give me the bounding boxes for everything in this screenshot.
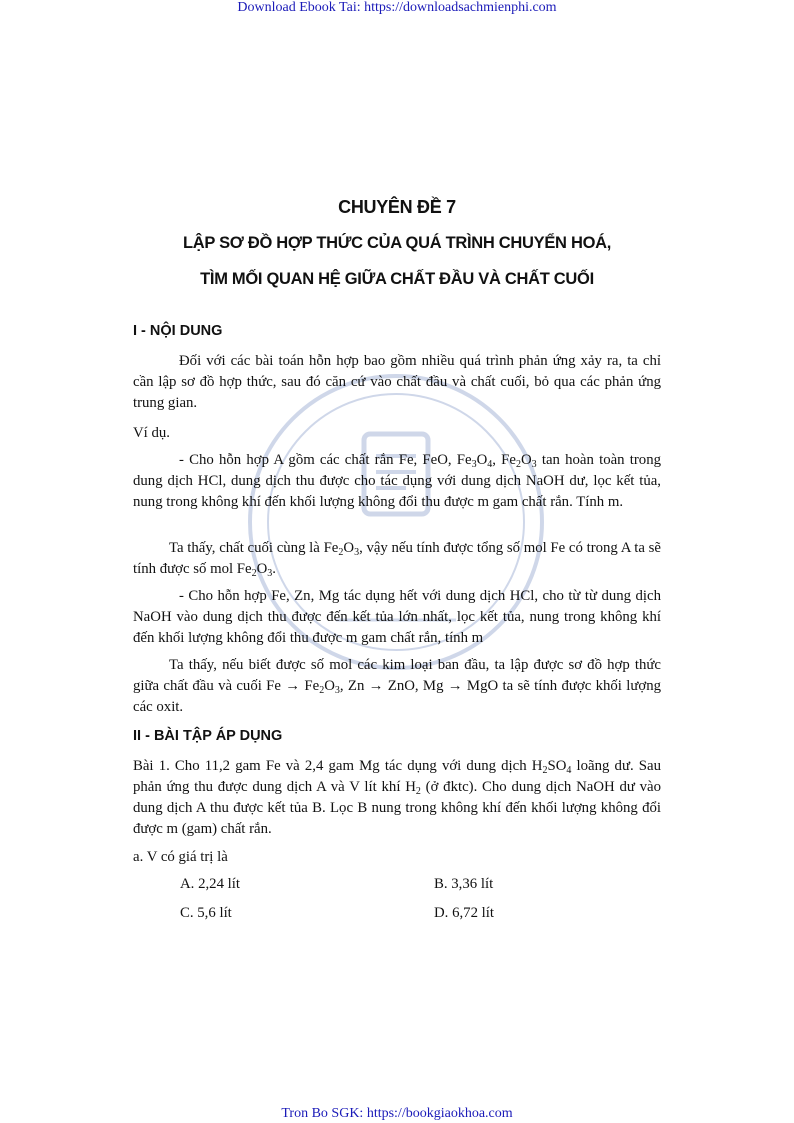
example1-text: - Cho hỗn hợp A gồm các chất rắn Fe, FeO, $Fe_3O_4$, $Fe_2O_3$ tan hoàn toàn trong dung dịch HCl, dung dịch thu được cho tác dụng với dung dịch NaOH dư, lọc kết tủa, nung trong không khí đến khối lượng không đổi thu được m gam chất rắn. Tính m. [133,452,661,510]
exercise1-text: Bài 1. Cho 11,2 gam Fe và 2,4 gam Mg tác dụng với dung dịch $H_2SO_4$ loãng dư. Sau phản ứng thu được dung dịch A và V lít khí $H_2$ (ở đktc). Cho dung dịch NaOH dư vào dung dịch A thu được kết tủa B. Lọc B nung trong không khí đến khối lượng không đổi được m (gam) chất rắn. [133,758,662,837]
section1-heading: I - NỘI DUNG [133,323,223,339]
option-c: C. 5,6 lít [180,905,232,921]
example2-note: Ta thấy, nếu biết được số mol các kim loại ban đầu, ta lập được sơ đồ hợp thức giữa chất đầu và cuối $Fe \to Fe_2O_3$, Zn → ZnO, Mg → MgO ta sẽ tính được khối lượng các oxit. [133,657,661,715]
header-download-link[interactable]: Download Ebook Tai: https://downloadsachmienphi.com [237,0,557,15]
option-d: D. 6,72 lít [434,905,495,921]
chapter-title: CHUYÊN ĐỀ 7 [338,197,456,217]
example1-note: Ta thấy, chất cuối cùng là $Fe_2O_3$, vậy nếu tính được tổng số mol Fe có trong A ta sẽ tính được số mol $Fe_2O_3$. [133,540,661,579]
chapter-subtitle-line1: LẬP SƠ ĐỒ HỢP THỨC CỦA QUÁ TRÌNH CHUYỂN HOÁ, [182,234,612,252]
section2-heading: II - BÀI TẬP ÁP DỤNG [133,728,283,744]
question-a: a. V có giá trị là [133,849,228,865]
option-a: A. 2,24 lít [180,876,241,892]
example2-text: - Cho hỗn hợp Fe, Zn, Mg tác dụng hết với dung dịch HCl, cho từ từ dung dịch NaOH vào dung dịch thu được đến kết tủa lớn nhất, lọc kết tủa, nung trong không khí đến khối lượng không đổi thu được m gam chất rắn, tính m [133,588,661,646]
option-b: B. 3,36 lít [434,876,494,892]
section1-intro: Đối với các bài toán hỗn hợp bao gồm nhiều quá trình phản ứng xảy ra, ta chỉ cần lập sơ đồ hợp thức, sau đó căn cứ vào chất đầu và chất cuối, bỏ qua các phản ứng trung gian. [133,353,661,411]
footer-sgk-link[interactable]: Tron Bo SGK: https://bookgiaokhoa.com [281,1106,513,1121]
example-label: Ví dụ. [133,425,170,441]
chapter-subtitle-line2: TÌM MỐI QUAN HỆ GIỮA CHẤT ĐẦU VÀ CHẤT CUỐI [200,270,594,288]
